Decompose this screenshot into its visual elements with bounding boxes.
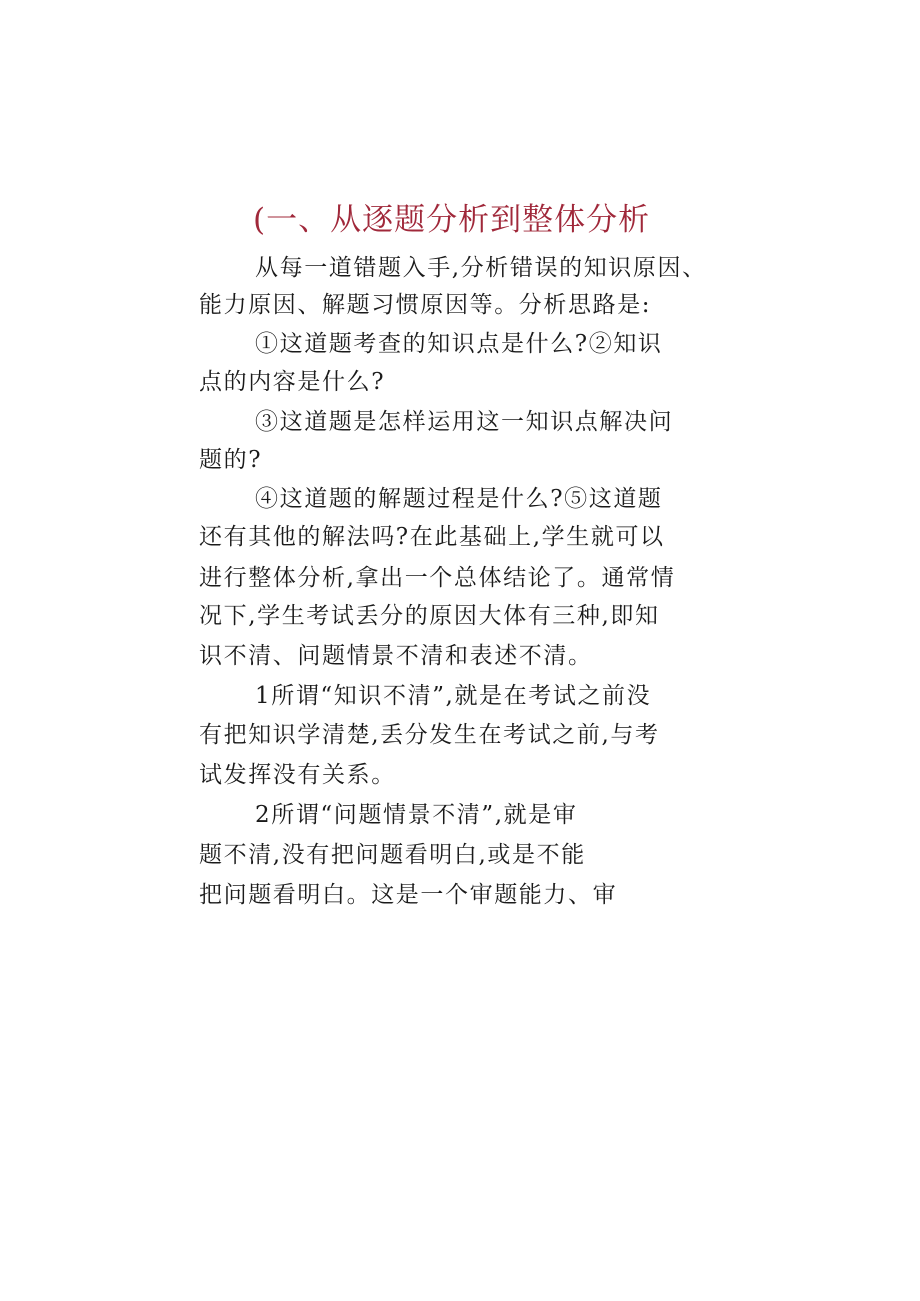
paragraph-line: 试发挥没有关系。: [199, 762, 396, 788]
paragraph-line: 况下,学生考试丢分的原因大体有三种,即知: [199, 603, 660, 629]
paragraph-line: 识不清、问题情景不清和表述不清。: [199, 643, 593, 669]
paragraph-line: ③这道题是怎样运用这一知识点解决问: [255, 409, 674, 435]
paragraph-line: 2所谓“问题情景不清”,就是审: [255, 802, 578, 828]
paragraph-line: ④这道题的解题过程是什么?⑤这道题: [255, 486, 663, 512]
paragraph-line: 题不清,没有把问题看明白,或是不能: [199, 842, 586, 868]
paragraph-line: 有把知识学清楚,丢分发生在考试之前,与考: [199, 722, 660, 748]
paragraph-line: 从每一道错题入手,分析错误的知识原因、: [255, 255, 707, 281]
section-heading: (一、从逐题分析到整体分析: [253, 202, 651, 238]
paragraph-line: 把问题看明白。这是一个审题能力、审: [199, 882, 618, 908]
paragraph-line: 还有其他的解法吗?在此基础上,学生就可以: [199, 524, 665, 550]
paragraph-line: 进行整体分析,拿出一个总体结论了。通常情: [199, 565, 676, 591]
paragraph-line: 题的?: [199, 447, 263, 473]
paragraph-line: ①这道题考查的知识点是什么?②知识: [255, 331, 663, 357]
paragraph-line: 1所谓“知识不清”,就是在考试之前没: [255, 683, 652, 709]
paragraph-line: 点的内容是什么?: [199, 369, 386, 395]
paragraph-line: 能力原因、解题习惯原因等。分析思路是:: [199, 292, 652, 318]
